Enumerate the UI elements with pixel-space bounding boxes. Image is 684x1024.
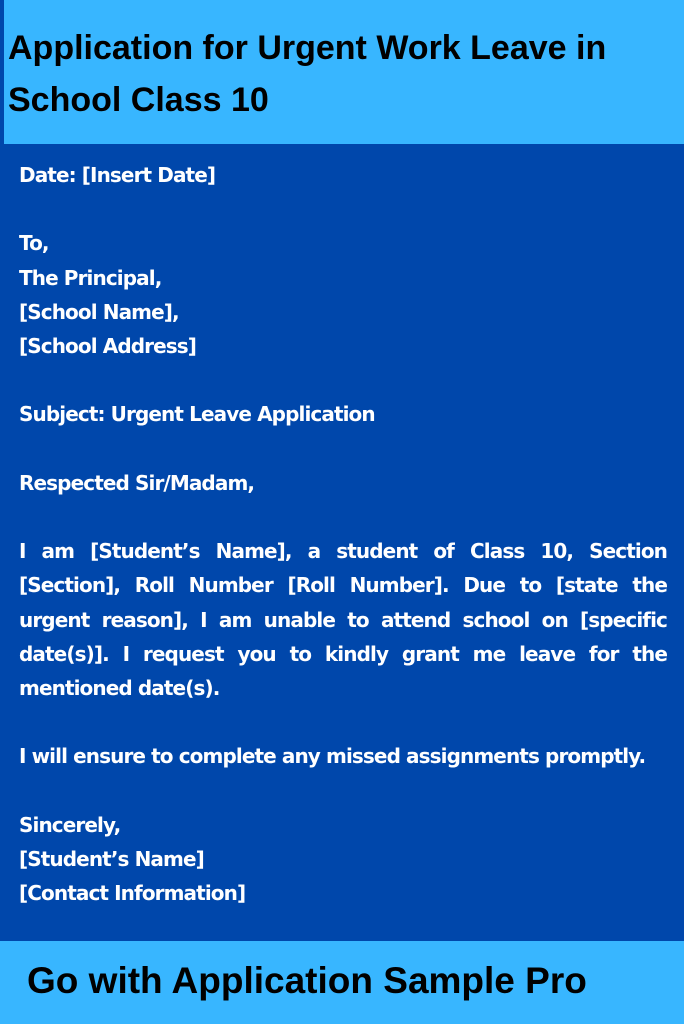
spacer [19, 705, 667, 739]
letter-body-paragraph-1: I am [Student’s Name], a student of Class 10, Section [Section], Roll Number [Roll Number]. Due to [state the urgent reason], I am unable to attend school on [specific date(s)]. I request you to kindly grant me leave for the mentioned date(s). [19, 539, 667, 700]
letter-subject: Subject: Urgent Leave Application [19, 402, 375, 427]
letter-closing: Sincerely, [19, 812, 121, 837]
spacer [19, 500, 667, 534]
page-title: Application for Urgent Work Leave in School Class 10 [8, 29, 607, 119]
letter-contact: [Contact Information] [19, 881, 246, 906]
spacer [19, 774, 667, 808]
letter-recipient: The Principal, [19, 265, 162, 290]
letter-salutation: Respected Sir/Madam, [19, 470, 255, 495]
letter-school-address: [School Address] [19, 334, 197, 358]
footer-brand-text: Go with Application Sample Pro [27, 960, 587, 1001]
spacer [19, 192, 667, 226]
spacer [19, 432, 667, 466]
spacer [19, 363, 667, 397]
letter-to: To, [19, 231, 49, 256]
title-banner [0, 0, 684, 144]
letter-school-name: [School Name], [19, 299, 179, 324]
letter-sender-name: [Student’s Name] [19, 846, 204, 871]
footer-banner [0, 941, 684, 1024]
letter-body [19, 158, 667, 910]
letter-date: Date: [Insert Date] [19, 163, 216, 187]
letter-body-paragraph-2: I will ensure to complete any missed assignments promptly. [19, 744, 646, 769]
